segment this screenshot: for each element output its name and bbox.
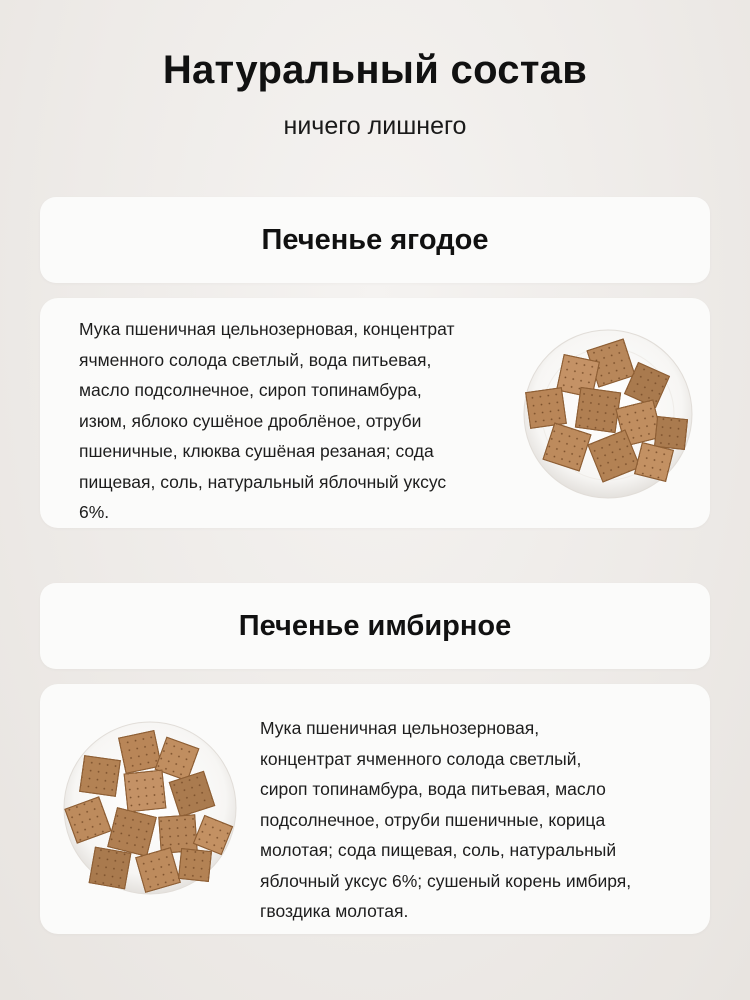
ingredients-line: молотая; сода пищевая, соль, натуральный <box>260 840 617 860</box>
ingredients-line: ячменного солода светлый, вода питьевая, <box>79 349 432 370</box>
cracker-plate-icon <box>62 720 238 896</box>
page-title: Натуральный состав <box>162 48 588 92</box>
ingredients-line: Мука пшеничная цельнозерновая, концентрат <box>79 319 455 339</box>
product-1-ingredients <box>79 314 455 528</box>
product-2-heading-card <box>40 583 710 669</box>
product-1-title: Печенье ягодое <box>261 223 489 256</box>
page-subtitle: ничего лишнего <box>283 112 467 140</box>
ingredients-line: пшеничные, клюква сушёная резаная; сода <box>79 441 434 461</box>
cracker-plate-icon <box>522 328 694 500</box>
ingredients-line: яблочный уксус 6%; сушеный корень имбиря, <box>260 870 632 891</box>
ingredients-line: сироп топинамбура, вода питьевая, масло <box>260 779 606 799</box>
ingredients-line: гвоздика молотая. <box>260 901 409 921</box>
product-1-heading-card <box>40 197 710 283</box>
ingredients-line: 6%. <box>79 502 110 522</box>
ingredients-line: концентрат ячменного солода светлый, <box>260 748 582 769</box>
product-1-ingredients-card <box>40 298 710 528</box>
ingredients-line: изюм, яблоко сушёное дроблёное, отруби <box>79 410 422 431</box>
product-2-ingredients <box>260 713 631 927</box>
ingredients-line: подсолнечное, отруби пшеничные, корица <box>260 809 606 830</box>
ingredients-line: масло подсолнечное, сироп топинамбура, <box>79 380 422 400</box>
ingredients-line: Мука пшеничная цельнозерновая, <box>260 718 540 738</box>
product-2-title: Печенье имбирное <box>238 609 512 642</box>
product-2-ingredients-card <box>40 684 710 934</box>
ingredients-line: пищевая, соль, натуральный яблочный уксус <box>79 471 447 492</box>
